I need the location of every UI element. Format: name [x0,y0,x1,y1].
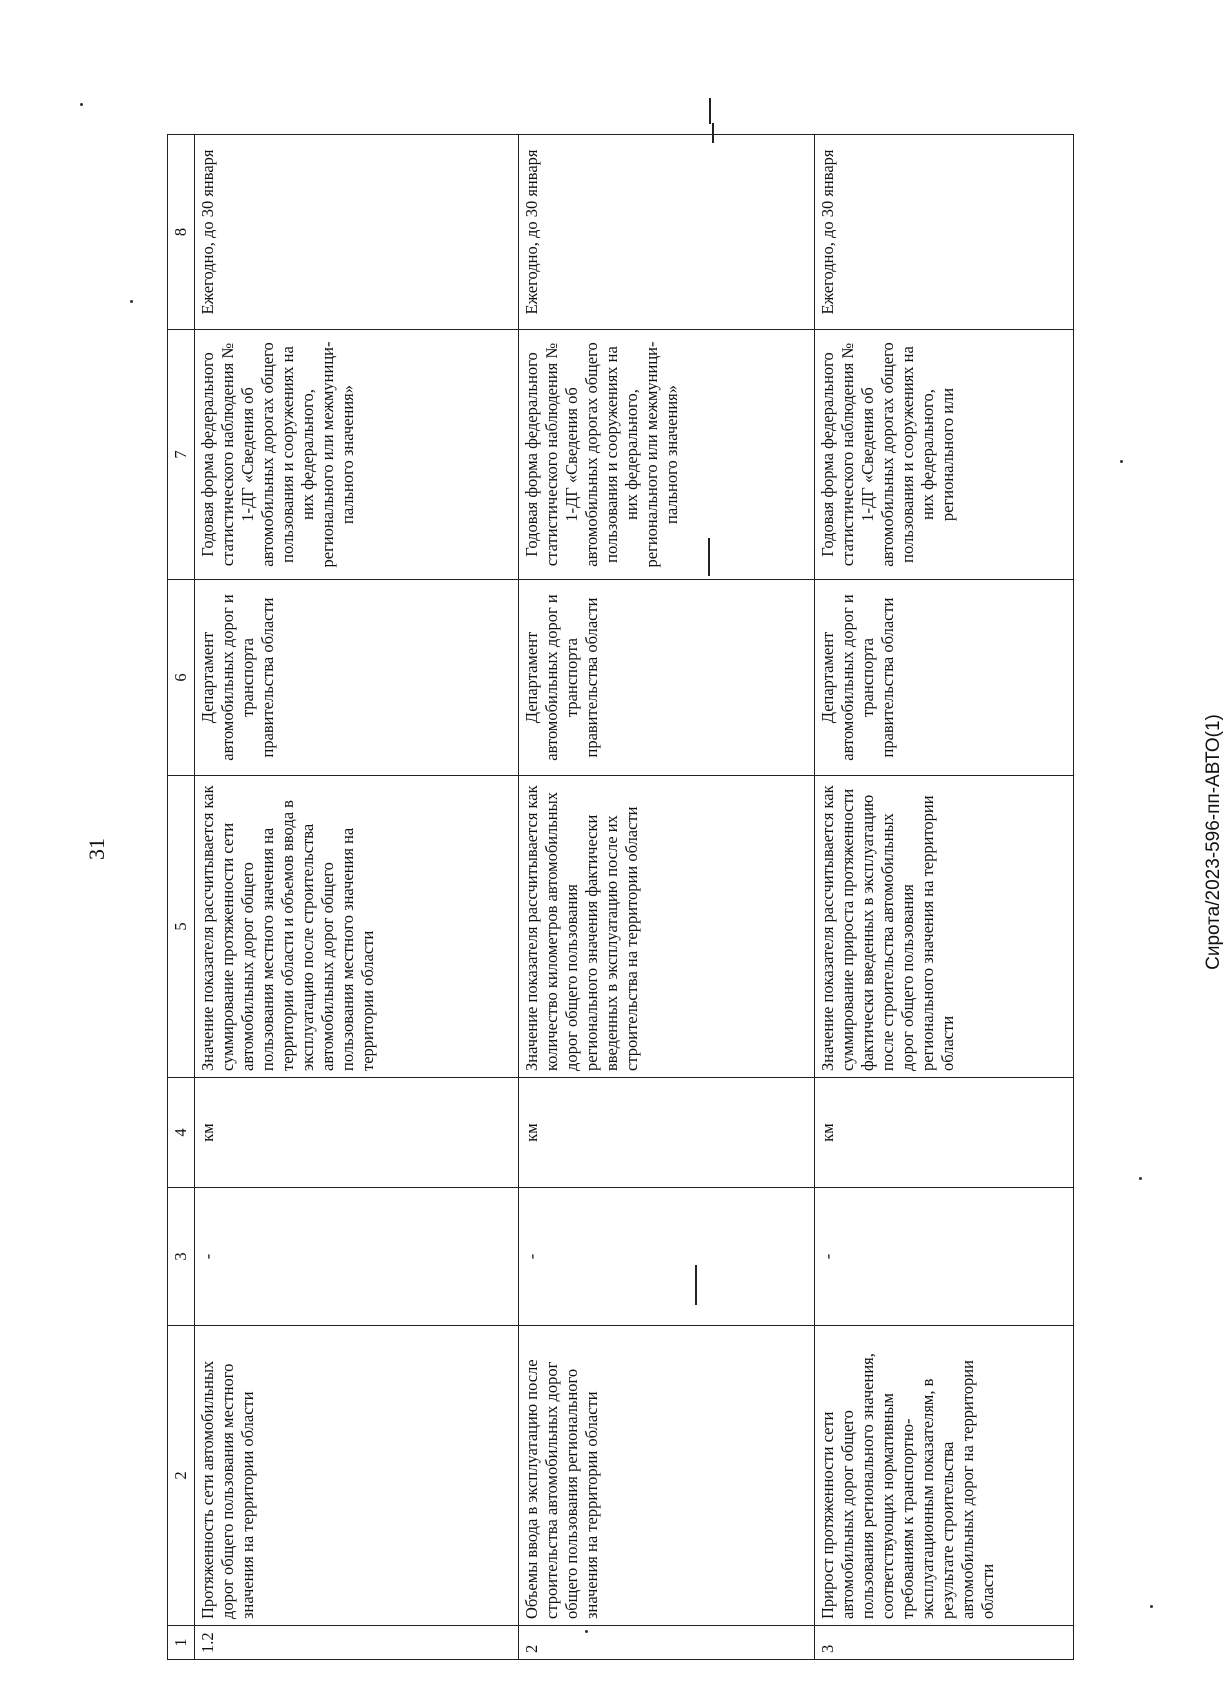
cell-method: Значение показателя рассчитывается как суммирование протяженности сети автомобильных дорог общего пользования местного значения на территории области и объемов ввода в эксплуатацию после строительства автомобильных дорог общего пользования местного значения на территории области [195,776,519,1078]
cell-method: Значение показателя рассчитывается как количество километров автомобильных дорог общего пользования регионального значения фактически введенных в эксплуатацию после их строительства на территории области [519,776,815,1078]
cell-source: Годовая форма федерального статистического наблюдения № 1-ДГ «Сведения об автомобильных дорогах общего пользования и сооружениях на них федерального, регионального или межмуници-пального значения» [519,330,815,580]
scan-mark [695,1265,697,1305]
cell-source: Годовая форма федерального статистического наблюдения № 1-ДГ «Сведения об автомобильных дорогах общего пользования и сооружениях на них федерального, регионального или [815,330,1074,580]
cell-responsible: Департамент автомобильных дорог и транспорта правительства области [519,580,815,776]
column-header-4: 4 [168,1078,195,1188]
scan-mark [709,98,711,124]
cell-responsible: Департамент автомобильных дорог и транспорта правительства области [195,580,519,776]
cell-indicator-name: Объемы ввода в эксплуатацию после строительства автомобильных дорог общего пользования регионального значения на территории области [519,1326,815,1626]
table-row [519,135,815,1660]
indicators-table [167,134,1074,1660]
cell-method: Значение показателя рассчитывается как суммирование прироста протяженности фактически введенных в эксплуатацию после строительства автомобильных дорог общего пользования регионального значения на территории области [815,776,1074,1078]
cell-period: Ежегодно, до 30 января [195,135,519,330]
scan-speck [1150,1605,1153,1608]
scan-speck [1120,460,1123,463]
column-header-7: 7 [168,330,195,580]
column-header-3: 3 [168,1188,195,1326]
cell-row-number: 2 [519,1626,815,1660]
cell-period: Ежегодно, до 30 января [519,135,815,330]
cell-row-number: 3 [815,1626,1074,1660]
scan-mark [712,123,714,143]
cell-indicator-name: Протяженность сети автомобильных дорог общего пользования местного значения на территории области [195,1326,519,1626]
footer-document-code: Сирота/2023-596-пп-АВТО(1) [1203,714,1224,970]
column-header-2: 2 [168,1326,195,1626]
cell-col3: - [195,1188,519,1326]
page-number: 31 [84,838,109,860]
scan-speck [80,103,83,106]
column-header-6: 6 [168,580,195,776]
table-header-row [168,135,195,1660]
column-header-5: 5 [168,776,195,1078]
scan-speck [1139,1177,1142,1180]
cell-indicator-name: Прирост протяженности сети автомобильных дорог общего пользования регионального значения, соответствующих нормативным требованиям к транспортно-эксплуатационным показателям, в результате строительства автомобильных дорог на территории области [815,1326,1074,1626]
column-header-1: 1 [168,1626,195,1660]
table-row [195,135,519,1660]
cell-row-number: 1.2 [195,1626,519,1660]
cell-unit: км [519,1078,815,1188]
cell-responsible: Департамент автомобильных дорог и транспорта правительства области [815,580,1074,776]
indicators-table-rotated [167,135,1072,1660]
scan-mark [708,538,710,576]
scan-speck [585,1630,588,1633]
cell-source: Годовая форма федерального статистического наблюдения № 1-ДГ «Сведения об автомобильных дорогах общего пользования и сооружениях на них федерального, регионального или межмуници-пального значения» [195,330,519,580]
cell-period: Ежегодно, до 30 января [815,135,1074,330]
scan-speck [130,300,133,303]
cell-unit: км [815,1078,1074,1188]
column-header-8: 8 [168,135,195,330]
table-row [815,135,1074,1660]
cell-col3: - [815,1188,1074,1326]
cell-unit: км [195,1078,519,1188]
cell-col3: - [519,1188,815,1326]
